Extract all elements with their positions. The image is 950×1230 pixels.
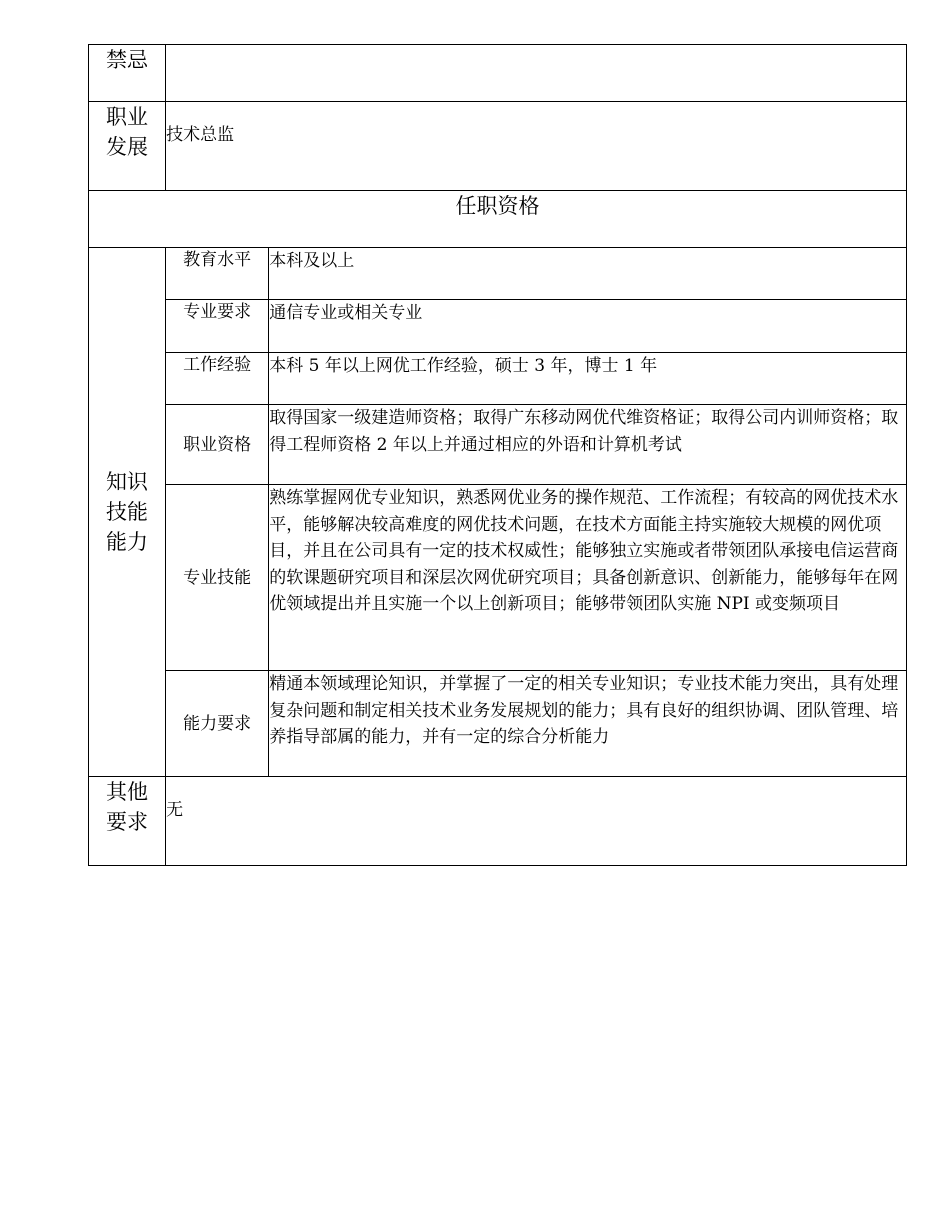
knowledge-group-label-line1: 知识 (106, 470, 149, 494)
contraindications-value (166, 45, 907, 102)
career-value: 技术总监 (166, 102, 907, 191)
other-value: 无 (166, 777, 907, 866)
knowledge-row (89, 405, 907, 485)
career-label-line2: 发展 (106, 135, 149, 159)
knowledge-group-label-line2: 技能 (106, 500, 149, 524)
skills-value: 熟练掌握网优专业知识，熟悉网优业务的操作规范、工作流程；有较高的网优技术水平，能够解决较高难度的网优技术问题，在技术方面能主持实施较大规模的网优项目，并且在公司具有一定的技术权威性；能够独立实施或者带领团队承接电信运营商的软课题研究项目和深层次网优研究项目；具备创新意识、创新能力，能够每年在网优领域提出并且实施一个以上创新项目；能够带领团队实施 NPI 或变频项目 (269, 485, 907, 671)
major-value: 通信专业或相关专业 (269, 300, 907, 353)
knowledge-row (89, 300, 907, 353)
contraindications-row (89, 45, 907, 102)
major-label: 专业要求 (166, 300, 269, 353)
career-label (89, 102, 166, 191)
qualification-section-title: 任职资格 (89, 191, 907, 248)
knowledge-group-label-line3: 能力 (106, 530, 149, 554)
career-label-line1: 职业 (106, 105, 149, 129)
knowledge-group-label (89, 248, 166, 777)
qualification-section-row (89, 191, 907, 248)
job-description-table (88, 44, 907, 866)
career-row (89, 102, 907, 191)
skills-label: 专业技能 (166, 485, 269, 671)
other-row (89, 777, 907, 866)
other-label (89, 777, 166, 866)
other-label-line2: 要求 (106, 810, 149, 834)
knowledge-row (89, 485, 907, 671)
education-label: 教育水平 (166, 248, 269, 300)
other-label-line1: 其他 (106, 780, 149, 804)
certification-value: 取得国家一级建造师资格；取得广东移动网优代维资格证；取得公司内训师资格；取得工程师资格 2 年以上并通过相应的外语和计算机考试 (269, 405, 907, 485)
experience-label: 工作经验 (166, 353, 269, 405)
knowledge-row (89, 248, 907, 300)
contraindications-label: 禁忌 (89, 45, 166, 102)
ability-value: 精通本领域理论知识，并掌握了一定的相关专业知识；专业技术能力突出，具有处理复杂问题和制定相关技术业务发展规划的能力；具有良好的组织协调、团队管理、培养指导部属的能力，并有一定的综合分析能力 (269, 671, 907, 777)
knowledge-row (89, 671, 907, 777)
document-page (88, 44, 907, 866)
ability-label: 能力要求 (166, 671, 269, 777)
experience-value: 本科 5 年以上网优工作经验，硕士 3 年，博士 1 年 (269, 353, 907, 405)
certification-label: 职业资格 (166, 405, 269, 485)
knowledge-row (89, 353, 907, 405)
education-value: 本科及以上 (269, 248, 907, 300)
